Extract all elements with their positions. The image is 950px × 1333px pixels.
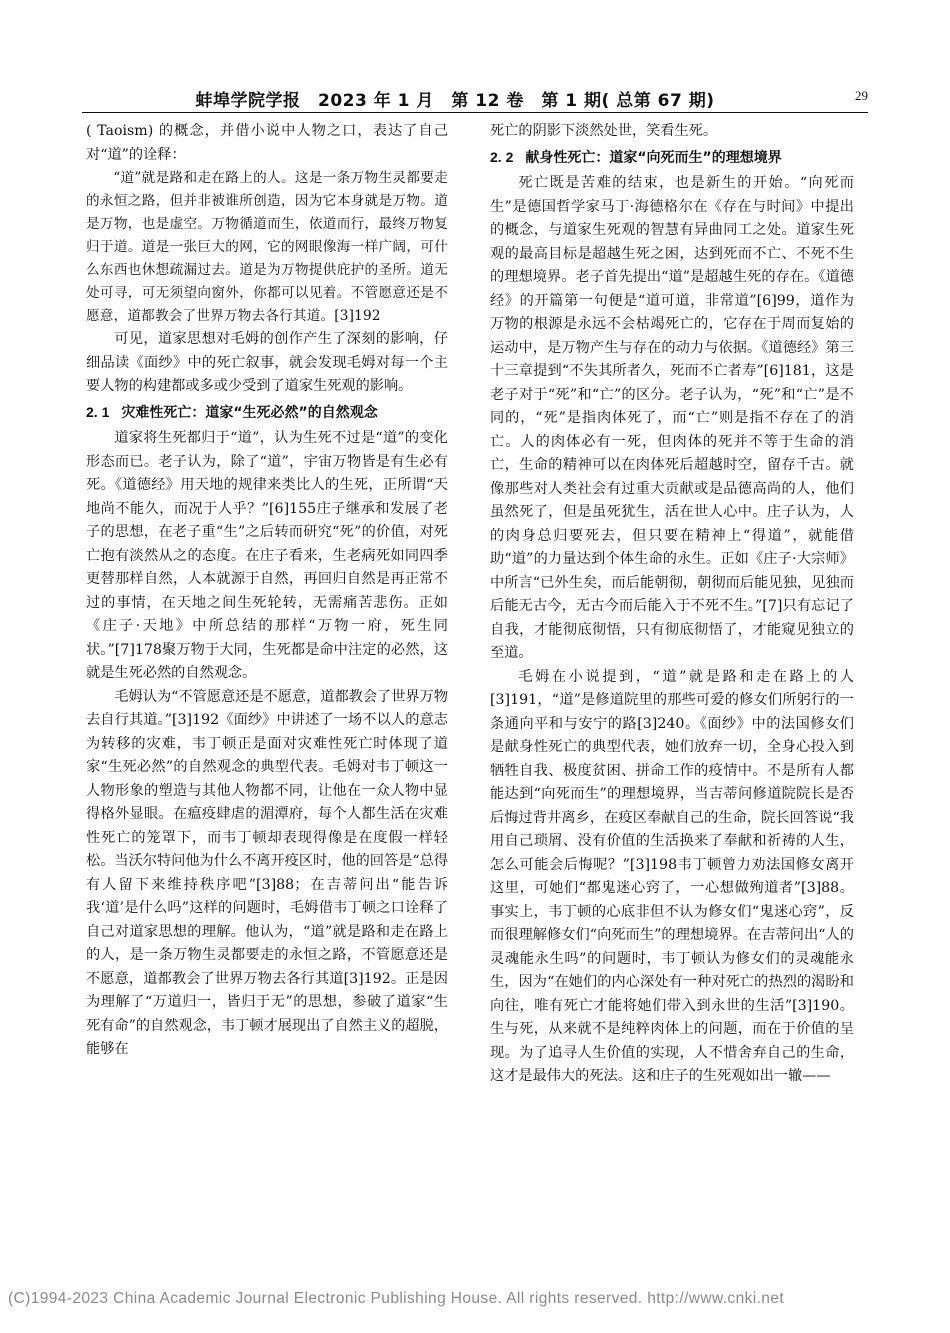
journal-header: [82, 86, 868, 120]
intro-paragraph: ( Taoism) 的概念，并借小说中人物之口，表达了自己对“道”的诠释：: [86, 123, 448, 163]
body-paragraph: 毛姆在小说提到，“道”就是路和走在路上的人[3]191，“道”是修道院里的那些可爱的修女们所躬行的一条通向平和与安宁的路[3]240。《面纱》中的法国修女们是献身性死亡的典型代表，她们放弃一切，全身心投入到牺牲自我、极度贫困、拼命工作的疫情中。不是所有人都能达到“向死而生”的理想境界，当吉蒂问修道院院长是否后悔过背井离乡，在疫区奉献自己的生命，院长回答说“我用自己琐屑、没有价值的生活换来了奉献和祈祷的人生，怎么可能会后悔呢？”[3]198韦丁顿曾力劝法国修女离开这里，可她们“都鬼迷心窍了，一心想做殉道者”[3]88。事实上，韦丁顿的心底非但不认为修女们“鬼迷心窍”，反而很理解修女们“向死而生”的理想境界。在吉蒂问出“人的灵魂能永生吗”的问题时，韦丁顿认为修女们的灵魂能永生，因为“在她们的内心深处有一种对死亡的热烈的渴盼和向往，唯有死亡才能将她们带入到永世的生活”[3]190。生与死，从来就不是纯粹肉体上的问题，而在于价值的呈现。为了追寻人生价值的实现，人不惜舍弃自己的生命，这才是最伟大的死法。这和庄子的生死观如出一辙——: [490, 668, 854, 1084]
continued-paragraph: 死亡的阴影下淡然处世，笑看生死。: [490, 123, 718, 139]
copyright-footer: (C)1994-2023 China Academic Journal Electronic Publishing House. All rights reserved. http://www.cnki.net: [8, 1290, 785, 1307]
body-paragraph: 可见，道家思想对毛姆的创作产生了深刻的影响，仔细品读《面纱》中的死亡叙事，就会发现毛姆对每一个主要人物的构建都或多或少受到了道家生死观的影响。: [86, 331, 448, 394]
section-title: 灾难性死亡：道家“生死必然”的自然观念: [121, 404, 378, 421]
section-heading-2-2: [490, 146, 854, 171]
body-paragraph: 毛姆认为“不管愿意还是不愿意，道都教会了世界万物去自行其道。”[3]192《面纱》中讲述了一场不以人的意志为转移的灾难，韦丁顿正是面对灾难性死亡时体现了道家“生死必然”的自然观念的典型代表。毛姆对韦丁顿这一人物形象的塑造与其他人物都不同，让他在一众人物中显得格外显眼。在瘟疫肆虐的湄潭府，每个人都生活在灾难性死亡的笼罩下，而韦丁顿却表现得像是在度假一样轻松。当沃尔特问他为什么不离开疫区时，他的回答是“总得有人留下来维持秩序吧”[3]88；在吉蒂问出“能告诉我‘道’是什么吗”这样的问题时，毛姆借韦丁顿之口诠释了自己对道家思想的理解。他认为，“道”就是路和走在路上的人，是一条万物生灵都要走的永恒之路，不管愿意还是不愿意，道都教会了世界万物去各行其道[3]192。正是因为理解了“万道归一，皆归于无”的思想，参破了道家“生死有命”的自然观念，韦丁顿才展现出了自然主义的超脱，能够在: [86, 688, 448, 1057]
section-number: 2. 1: [86, 403, 110, 420]
body-paragraph: 死亡既是苦难的结束，也是新生的开始。“向死而生”是德国哲学家马丁·海德格尔在《存在与时间》中提出的概念，与道家生死观的智慧有异曲同工之处。道家生死观的最高目标是超越生死之困，达到死而不亡、不死不生的理想境界。老子首先提出“道”是超越生死的存在。《道德经》的开篇第一句便是“道可道，非常道”[6]99，道作为万物的根源是永远不会枯竭死亡的，它存在于周而复始的运动中，是万物产生与存在的动力与依据。《道德经》第三十三章提到“不失其所者久，死而不亡者寿”[6]181，这是老子对于“死”和“亡”的区分。老子认为，“死”和“亡”是不同的，“死”是指肉体死了，而“亡”则是指不存在了的消亡。人的肉体必有一死，但肉体的死并不等于生命的消亡，生命的精神可以在肉体死后超越时空，留存千古。就像那些对人类社会有过重大贡献或是品德高尚的人，他们虽然死了，但是虽死犹生，活在世人心中。庄子认为，人的肉身总归要死去，但只要在精神上“得道”，就能借助“道”的力量达到个体生命的永生。正如《庄子·大宗师》中所言“已外生矣，而后能朝彻，朝彻而后能见独，见独而后能无古今，无古今而后能入于不死不生。”[7]只有忘记了自我，才能彻底彻悟，只有彻底彻悟了，才能窥见独立的至道。: [490, 175, 854, 661]
section-title: 献身性死亡：道家“向死而生”的理想境界: [525, 149, 782, 166]
section-heading-2-1: [86, 401, 448, 426]
section-number: 2. 2: [490, 148, 514, 165]
body-paragraph: 道家将生死都归于“道”，认为生死不过是“道”的变化形态而已。老子认为，除了“道”，宇宙万物皆是有生必有死。《道德经》用天地的规律来类比人的生死，正所谓“天地尚不能久，而况于人乎？”[6]155庄子继承和发展了老子的思想，在老子重“生”之后转而研究“死”的价值，对死亡抱有淡然从之的态度。在庄子看来，生老病死如同四季更替那样自然，人本就源于自然，再回归自然是再正常不过的事情，在天地之间生死轮转，无需痛苦悲伤。正如《庄子·天地》中所总结的那样“万物一府，死生同状。”[7]178聚万物于大同，生死都是命中注定的必然，这就是生死必然的自然观念。: [86, 430, 448, 681]
block-quote: “道”就是路和走在路上的人。这是一条万物生灵都要走的永恒之路，但并非被谁所创造，因为它本身就是万物。道是万物，也是虚空。万物循道而生，依道而行，最终万物复归于道。道是一张巨大的网，它的网眼像海一样广阔，可什么东西也休想疏漏过去。道是为万物提供庇护的圣所。道无处可寻，可无须望向窗外，你都可以见着。不管愿意还是不愿意，道都教会了世界万物去各行其道。[3]192: [86, 170, 448, 324]
right-column: [490, 120, 854, 1089]
left-column: [86, 120, 448, 1062]
page-number: 29: [855, 88, 868, 103]
header-rule: [82, 112, 868, 113]
journal-title: 蚌埠学院学报 2023 年 1 月 第 12 卷 第 1 期( 总第 67 期): [195, 91, 715, 111]
